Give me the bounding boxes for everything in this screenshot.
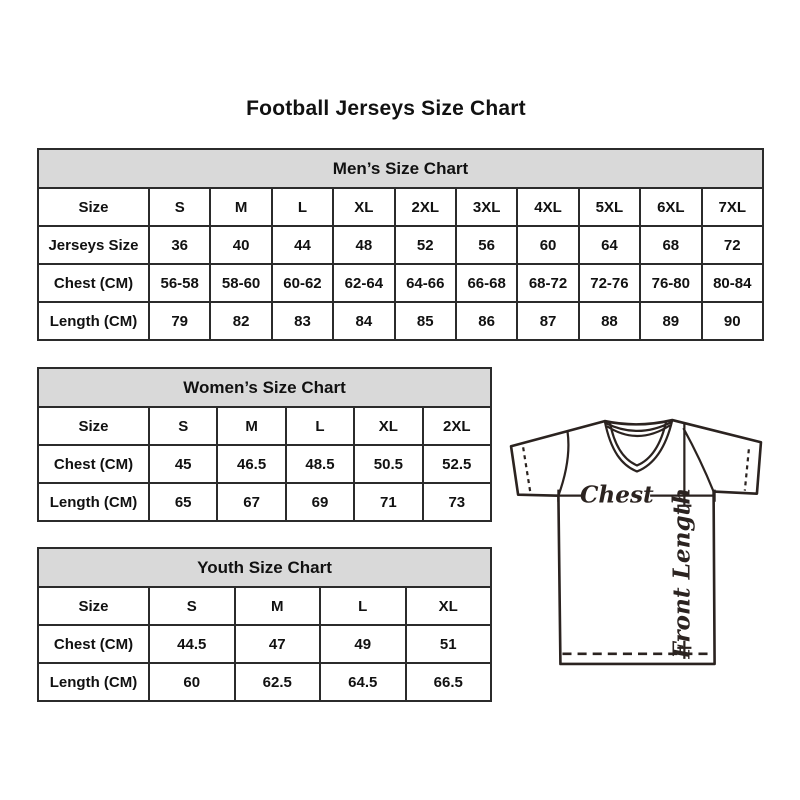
row-label: Chest (CM) xyxy=(38,445,149,483)
row-label: Length (CM) xyxy=(38,302,149,340)
cell-value: 49 xyxy=(320,625,406,663)
cell-value: 6XL xyxy=(640,188,701,226)
mens-size-table xyxy=(37,148,764,341)
table-row xyxy=(38,188,763,226)
cell-value: 65 xyxy=(149,483,217,521)
cell-value: 71 xyxy=(354,483,422,521)
cell-value: L xyxy=(320,587,406,625)
row-label: Size xyxy=(38,407,149,445)
cell-value: 80-84 xyxy=(702,264,763,302)
table-row xyxy=(38,226,763,264)
cell-value: 48 xyxy=(333,226,394,264)
table-row xyxy=(38,483,491,521)
table-row xyxy=(38,587,491,625)
cell-value: 46.5 xyxy=(217,445,285,483)
table-title: Men’s Size Chart xyxy=(38,149,763,188)
page-title: Football Jerseys Size Chart xyxy=(246,97,526,120)
jersey-outline-shape xyxy=(511,420,761,664)
cell-value: L xyxy=(272,188,333,226)
cell-value: M xyxy=(217,407,285,445)
table-row xyxy=(38,625,491,663)
cell-value: 58-60 xyxy=(210,264,271,302)
row-label: Size xyxy=(38,188,149,226)
cell-value: 51 xyxy=(406,625,492,663)
table-row xyxy=(38,663,491,701)
cell-value: 72-76 xyxy=(579,264,640,302)
row-label: Chest (CM) xyxy=(38,264,149,302)
cell-value: 90 xyxy=(702,302,763,340)
table-row xyxy=(38,407,491,445)
cell-value: M xyxy=(210,188,271,226)
table-row xyxy=(38,302,763,340)
cell-value: 62-64 xyxy=(333,264,394,302)
table-row xyxy=(38,264,763,302)
cell-value: 87 xyxy=(517,302,578,340)
cell-value: 88 xyxy=(579,302,640,340)
row-label: Chest (CM) xyxy=(38,625,149,663)
cell-value: 52.5 xyxy=(423,445,491,483)
cell-value: 76-80 xyxy=(640,264,701,302)
cell-value: 4XL xyxy=(517,188,578,226)
cell-value: 45 xyxy=(149,445,217,483)
cell-value: 3XL xyxy=(456,188,517,226)
cell-value: 52 xyxy=(395,226,456,264)
chest-measure-label: Chest xyxy=(579,481,654,509)
cell-value: 68 xyxy=(640,226,701,264)
cell-value: 60 xyxy=(517,226,578,264)
womens-size-table xyxy=(37,367,492,522)
cell-value: 66-68 xyxy=(456,264,517,302)
cell-value: 64-66 xyxy=(395,264,456,302)
table-title: Women’s Size Chart xyxy=(38,368,491,407)
cell-value: 60-62 xyxy=(272,264,333,302)
cell-value: 7XL xyxy=(702,188,763,226)
row-label: Length (CM) xyxy=(38,483,149,521)
cell-value: 60 xyxy=(149,663,235,701)
cell-value: 44 xyxy=(272,226,333,264)
cell-value: 2XL xyxy=(395,188,456,226)
cell-value: 68-72 xyxy=(517,264,578,302)
cell-value: 82 xyxy=(210,302,271,340)
cell-value: 69 xyxy=(286,483,354,521)
row-label: Jerseys Size xyxy=(38,226,149,264)
jersey-measurement-diagram xyxy=(504,415,768,669)
cell-value: S xyxy=(149,587,235,625)
cell-value: 36 xyxy=(149,226,210,264)
cell-value: XL xyxy=(354,407,422,445)
table-title: Youth Size Chart xyxy=(38,548,491,587)
cell-value: 56-58 xyxy=(149,264,210,302)
cell-value: 47 xyxy=(235,625,321,663)
cell-value: 85 xyxy=(395,302,456,340)
cell-value: M xyxy=(235,587,321,625)
youth-size-table xyxy=(37,547,492,702)
cell-value: S xyxy=(149,188,210,226)
cell-value: 72 xyxy=(702,226,763,264)
cell-value: 84 xyxy=(333,302,394,340)
cell-value: 62.5 xyxy=(235,663,321,701)
row-label: Length (CM) xyxy=(38,663,149,701)
cell-value: 5XL xyxy=(579,188,640,226)
cell-value: 48.5 xyxy=(286,445,354,483)
cell-value: 64 xyxy=(579,226,640,264)
table-row xyxy=(38,445,491,483)
cell-value: 50.5 xyxy=(354,445,422,483)
cell-value: 66.5 xyxy=(406,663,492,701)
cell-value: 89 xyxy=(640,302,701,340)
front-length-measure-label: Front Length xyxy=(668,487,696,659)
cell-value: 86 xyxy=(456,302,517,340)
cell-value: L xyxy=(286,407,354,445)
cell-value: 40 xyxy=(210,226,271,264)
cell-value: XL xyxy=(333,188,394,226)
cell-value: 2XL xyxy=(423,407,491,445)
cell-value: 67 xyxy=(217,483,285,521)
row-label: Size xyxy=(38,587,149,625)
cell-value: 64.5 xyxy=(320,663,406,701)
cell-value: 44.5 xyxy=(149,625,235,663)
cell-value: XL xyxy=(406,587,492,625)
collar-band xyxy=(605,420,673,471)
cell-value: 73 xyxy=(423,483,491,521)
cell-value: 56 xyxy=(456,226,517,264)
cell-value: 79 xyxy=(149,302,210,340)
cell-value: S xyxy=(149,407,217,445)
cell-value: 83 xyxy=(272,302,333,340)
